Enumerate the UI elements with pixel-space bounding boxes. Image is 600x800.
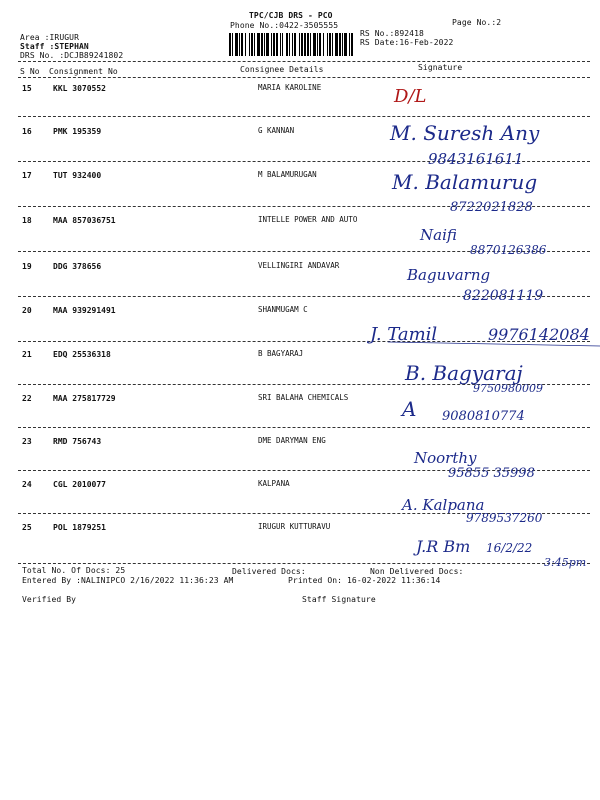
- svg-text:95855 35998: 95855 35998: [448, 466, 535, 481]
- signature-handwritten: [392, 80, 472, 110]
- row-consignment: EDQ 25536318: [53, 350, 111, 359]
- row-sno: 15: [22, 84, 32, 93]
- column-consignee: Consignee Details: [240, 65, 324, 74]
- signature-handwritten: [400, 490, 590, 530]
- svg-text:9789537260: 9789537260: [466, 511, 543, 525]
- row-consignee: VELLINGIRI ANDAVAR: [258, 261, 340, 270]
- svg-text:822081119: 822081119: [463, 288, 544, 304]
- row-consignment: MAA 857036751: [53, 216, 116, 225]
- row-sno: 16: [22, 127, 32, 136]
- total-docs: Total No. Of Docs: 25: [22, 566, 126, 575]
- row-consignee: B BAGYARAJ: [258, 349, 304, 358]
- row-sno: 24: [22, 480, 32, 489]
- drs-number: DRS No. :DCJB89241802: [20, 51, 124, 60]
- barcode-image: [229, 33, 353, 56]
- svg-text:B. Bagyaraj: B. Bagyaraj: [405, 361, 523, 385]
- row-sno: 22: [22, 394, 32, 403]
- svg-text:Naifi: Naifi: [420, 226, 457, 244]
- row-consignee: SHANMUGAM C: [258, 305, 308, 314]
- row-consignee: DME DARYMAN ENG: [258, 436, 326, 445]
- row-consignment: CGL 2010077: [53, 480, 106, 489]
- row-consignment: PMK 195359: [53, 127, 102, 136]
- svg-text:Noorthy: Noorthy: [414, 449, 477, 467]
- row-consignee: G KANNAN: [258, 126, 295, 135]
- column-sno: S No: [20, 67, 40, 76]
- svg-text:9080810774: 9080810774: [442, 409, 525, 424]
- rs-number: RS No.:892418: [360, 29, 424, 38]
- signature-handwritten: [405, 256, 595, 304]
- svg-text:9843161611: 9843161611: [428, 150, 524, 168]
- delivered-docs: Delivered Docs:: [232, 567, 306, 576]
- signature-handwritten: [412, 443, 592, 483]
- row-divider: [18, 116, 590, 117]
- signature-handwritten: [390, 165, 590, 215]
- column-signature: Signature: [418, 63, 463, 72]
- row-sno: 23: [22, 437, 32, 446]
- svg-text:9750980009: 9750980009: [473, 382, 543, 395]
- row-consignee: SRI BALAHA CHEMICALS: [258, 393, 349, 402]
- signature-handwritten: [400, 390, 590, 430]
- row-sno: 18: [22, 216, 32, 225]
- area-label: Area :IRUGUR: [20, 33, 79, 42]
- row-consignment: POL 1879251: [53, 523, 106, 532]
- header-divider-bottom: [18, 77, 590, 78]
- document-title: TPC/CJB DRS - PCO: [249, 11, 333, 20]
- rs-date: RS Date:16-Feb-2022: [360, 38, 454, 47]
- non-delivered-docs: Non Delivered Docs:: [370, 567, 464, 576]
- row-consignee: MARIA KAROLINE: [258, 83, 322, 92]
- svg-text:A: A: [402, 397, 417, 421]
- header-divider-top: [18, 61, 590, 62]
- svg-text:16/2/22: 16/2/22: [486, 541, 533, 555]
- svg-text:J.R Bm: J.R Bm: [416, 537, 471, 556]
- staff-signature: Staff Signature: [302, 595, 376, 604]
- svg-text:J. Tamil: J. Tamil: [370, 324, 438, 345]
- row-sno: 17: [22, 171, 32, 180]
- row-sno: 21: [22, 350, 32, 359]
- row-sno: 25: [22, 523, 32, 532]
- svg-text:D/L: D/L: [394, 86, 427, 107]
- phone-number: Phone No.:0422-3505555: [230, 21, 339, 30]
- signature-handwritten: [388, 118, 588, 168]
- page-number: Page No.:2: [452, 18, 502, 27]
- signature-handwritten: [418, 218, 598, 258]
- svg-text:M. Suresh Any: M. Suresh Any: [390, 121, 540, 145]
- row-consignment: DDG 378656: [53, 262, 102, 271]
- svg-text:Baguvarng: Baguvarng: [407, 266, 491, 284]
- row-consignee: KALPANA: [258, 479, 290, 488]
- svg-text:M. Balamurug: M. Balamurug: [392, 170, 538, 194]
- row-sno: 19: [22, 262, 32, 271]
- row-consignee: IRUGUR KUTTURAVU: [258, 522, 331, 531]
- row-consignment: MAA 275817729: [53, 394, 116, 403]
- row-consignment: TUT 932400: [53, 171, 102, 180]
- row-sno: 20: [22, 306, 32, 315]
- row-consignment: RMD 756743: [53, 437, 102, 446]
- row-consignee: INTELLE POWER AND AUTO: [258, 215, 358, 224]
- signature-handwritten: [414, 530, 600, 572]
- verified-by: Verified By: [22, 595, 77, 604]
- printed-on: Printed On: 16-02-2022 11:36:14: [288, 576, 441, 585]
- row-consignment: MAA 939291491: [53, 306, 116, 315]
- staff-label: Staff :STEPHAN: [20, 42, 89, 51]
- entered-by: Entered By :NALINIPCO 2/16/2022 11:36:23 AM: [22, 576, 234, 585]
- row-consignee: M BALAMURUGAN: [258, 170, 317, 179]
- row-consignment: KKL 3070552: [53, 84, 106, 93]
- svg-text:8870126386: 8870126386: [470, 243, 547, 257]
- svg-text:8722021828: 8722021828: [450, 200, 533, 215]
- column-consignment: Consignment No: [49, 67, 118, 76]
- svg-text:9976142084: 9976142084: [488, 325, 590, 344]
- svg-text:A. Kalpana: A. Kalpana: [402, 496, 485, 514]
- signature-handwritten: [368, 318, 600, 354]
- svg-text:3:45pm: 3:45pm: [544, 556, 587, 569]
